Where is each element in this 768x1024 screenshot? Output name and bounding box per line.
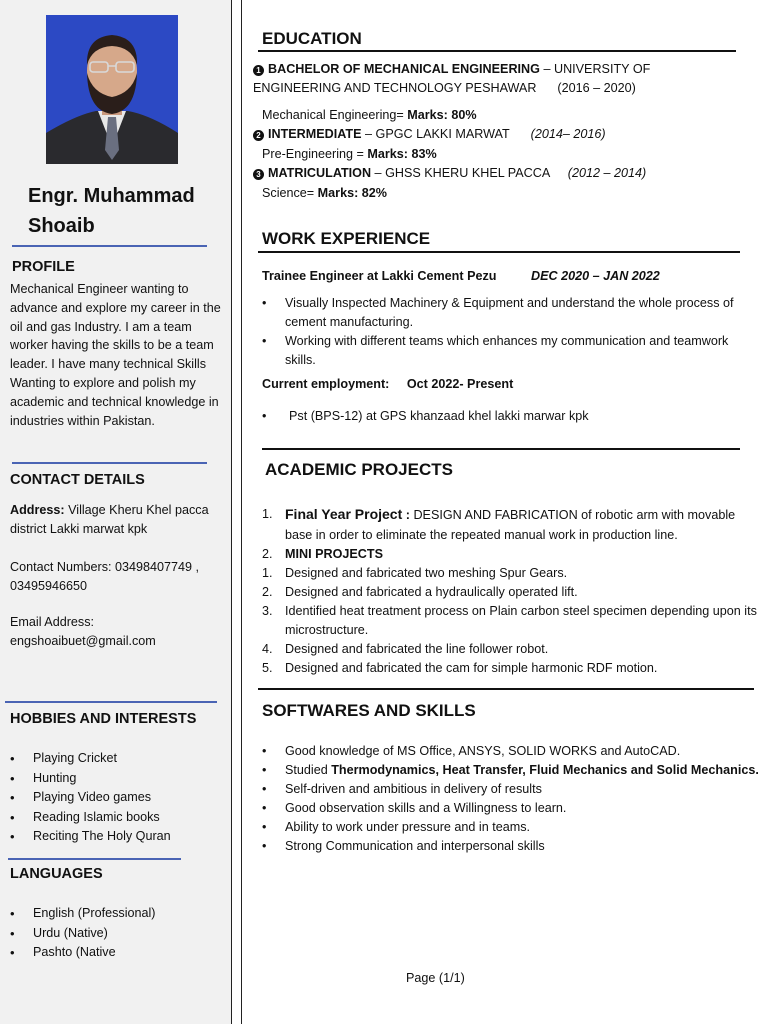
hobbies-list: [10, 749, 171, 847]
list-item: • Hunting: [10, 769, 171, 789]
languages-list: [10, 904, 156, 963]
marker-2-icon: 2: [253, 130, 264, 141]
hobbies-divider: [8, 858, 181, 860]
list-item: 2. MINI PROJECTS: [262, 547, 383, 561]
list-item: • Strong Communication and interpersonal skills: [262, 837, 762, 856]
projects-list: [262, 504, 757, 678]
work-period: DEC 2020 – JAN 2022: [531, 269, 660, 283]
list-item: • Reciting The Holy Quran: [10, 827, 171, 847]
education-item-3: 3 MATRICULATION – GHSS KHERU KHEL PACCA (2012 – 2014): [253, 164, 733, 183]
work-heading: WORK EXPERIENCE: [262, 229, 431, 248]
list-item: • Ability to work under pressure and in teams.: [262, 818, 762, 837]
list-item: • Working with different teams which enhances my communication and teamwork skills.: [262, 332, 754, 370]
list-item: • Pashto (Native: [10, 943, 156, 963]
contact-heading: CONTACT DETAILS: [10, 472, 145, 488]
list-item: • English (Professional): [10, 904, 156, 924]
list-item: • Visually Inspected Machinery & Equipment and understand the whole process of cement manufacturing.: [262, 294, 754, 332]
list-item: • Pst (BPS-12) at GPS khanzaad khel lakki marwar kpk: [262, 407, 762, 426]
profile-heading: PROFILE: [12, 259, 75, 275]
list-item: • Good knowledge of MS Office, ANSYS, SOLID WORKS and AutoCAD.: [262, 742, 762, 761]
education-item-1: 1 BACHELOR OF MECHANICAL ENGINEERING – UNIVERSITY OF ENGINEERING AND TECHNOLOGY PESHAWAR (2016 – 2020): [253, 62, 651, 95]
list-item: • Playing Video games: [10, 788, 171, 808]
languages-heading: LANGUAGES: [10, 866, 103, 882]
education-detail-2: Pre-Engineering = Marks: 83%: [262, 147, 437, 161]
profile-name: Engr. Muhammad Shoaib: [28, 185, 195, 237]
column-divider: [241, 0, 242, 1024]
projects-heading: ACADEMIC PROJECTS: [265, 460, 453, 479]
skills-list: [262, 742, 762, 856]
work-role: Trainee Engineer at Lakki Cement Pezu: [262, 269, 497, 283]
list-item: • Self-driven and ambitious in delivery of results: [262, 780, 762, 799]
current-bullets: [262, 407, 762, 426]
profile-photo: [46, 15, 178, 164]
skills-heading: SOFTWARES AND SKILLS: [262, 701, 476, 720]
list-item: • Good observation skills and a Willingness to learn.: [262, 799, 762, 818]
list-item: 1. Designed and fabricated two meshing Spur Gears.: [262, 566, 568, 580]
contact-divider: [5, 701, 217, 703]
contact-numbers: Contact Numbers: 03498407749 , 03495946650: [10, 560, 200, 593]
list-item: 1. Final Year Project : DESIGN AND FABRICATION of robotic arm with movable base in order to eliminate the repeated manual work in production line.: [262, 506, 736, 542]
list-item: 5. Designed and fabricated the cam for simple harmonic RDF motion.: [262, 661, 658, 675]
list-item: • Playing Cricket: [10, 749, 171, 769]
list-item: • Studied Thermodynamics, Heat Transfer, Fluid Mechanics and Solid Mechanics.: [262, 761, 762, 780]
work-rule: [258, 251, 740, 253]
education-rule: [258, 50, 736, 52]
list-item: • Urdu (Native): [10, 924, 156, 944]
current-employment: Current employment: Oct 2022- Present: [262, 377, 514, 391]
address-value: Village Kheru Khel pacca district Lakki marwat kpk: [10, 503, 209, 536]
work-end-rule: [262, 448, 740, 450]
email-label: Email Address:: [10, 615, 94, 629]
name-divider: [12, 245, 207, 247]
education-detail-1: Mechanical Engineering= Marks: 80%: [262, 108, 477, 122]
work-bullets: [262, 294, 754, 370]
hobbies-heading: HOBBIES AND INTERESTS: [10, 711, 197, 727]
list-item: • Reading Islamic books: [10, 808, 171, 828]
page-number: Page (1/1): [406, 971, 465, 985]
email-value: engshoaibuet@gmail.com: [10, 634, 156, 648]
education-detail-3: Science= Marks: 82%: [262, 186, 387, 200]
education-item-2: 2 INTERMEDIATE – GPGC LAKKI MARWAT (2014– 2016): [253, 125, 733, 144]
profile-text: Mechanical Engineer wanting to advance and explore my career in the oil and gas Industry. I am a team worker having the skills to be a team leader. I have many technical Skills Wanting to explore and polish my academic and technical knowledge in industries within Pakistan.: [10, 282, 221, 428]
address: [10, 501, 232, 539]
marker-3-icon: 3: [253, 169, 264, 180]
projects-rule: [258, 688, 754, 690]
education-heading: EDUCATION: [262, 29, 362, 48]
list-item: 3. Identified heat treatment process on Plain carbon steel specimen depending upon its microstructure.: [262, 604, 757, 637]
list-item: 2. Designed and fabricated a hydraulically operated lift.: [262, 585, 578, 599]
sidebar: [0, 0, 232, 1024]
list-item: 4. Designed and fabricated the line follower robot.: [262, 642, 549, 656]
profile-divider: [12, 462, 207, 464]
marker-1-icon: 1: [253, 65, 264, 76]
address-label: Address:: [10, 503, 65, 517]
